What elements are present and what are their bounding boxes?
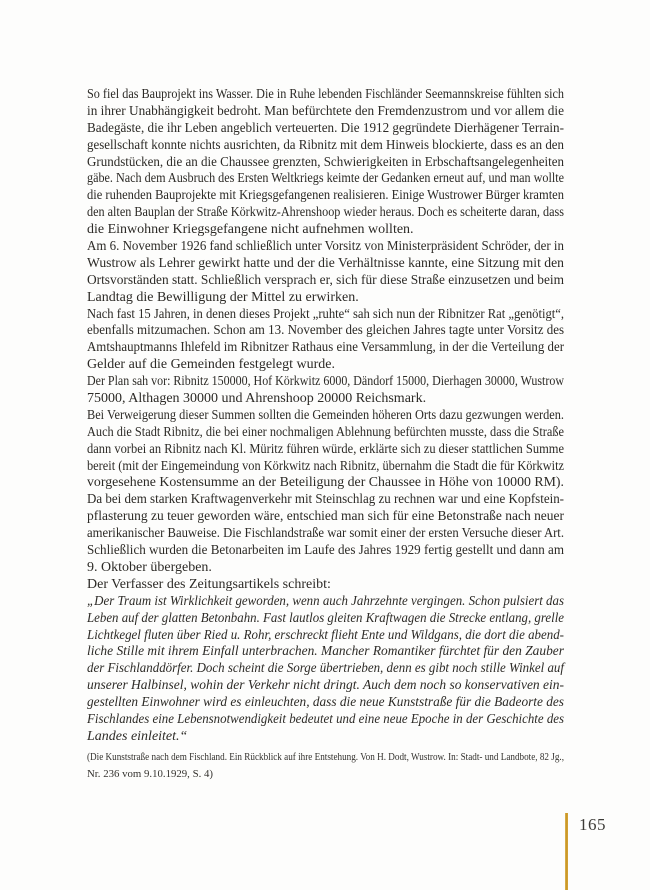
text-line: Lichtkegel fluten über Ried u. Rohr, erschreckt flieht Ente und Wildgans, die dort die abend- [87, 627, 564, 643]
text-line: Da bei dem starken Kraftwagenverkehr mit Steinschlag zu rechnen war und eine Kopfstein- [87, 492, 564, 508]
citation-paragraph [87, 749, 564, 784]
body-paragraph [87, 239, 564, 307]
text-line: Landes einleitet.“ [87, 728, 188, 744]
text-line: in ihrer Unabhängigkeit bedroht. Man befürchtete den Fremdenzustrom und vor allem die [87, 103, 564, 119]
text-line: Ortsvorständen statt. Schließlich versprach er, sich für diese Straße einzusetzen und beim [87, 272, 564, 288]
text-line: Der Plan sah vor: Ribnitz 150000, Hof Körkwitz 6000, Dändorf 15000, Dierhagen 30000, Wustrow [87, 374, 564, 390]
body-paragraph [87, 492, 564, 576]
text-line: Gelder auf die Gemeinden festgelegt wurde. [87, 357, 336, 373]
text-line: Der Verfasser des Zeitungsartikels schreibt: [87, 576, 331, 592]
text-line: 9. Oktober übergeben. [87, 559, 212, 575]
text-line: ebenfalls mitzumachen. Schon am 13. November des gleichen Jahres tagte unter Vorsitz des [87, 323, 564, 339]
body-paragraph [87, 577, 564, 594]
text-line: 75000, Althagen 30000 und Ahrenshoop 20000 Reichsmark. [87, 391, 427, 407]
text-line: die ruhenden Bauprojekte mit Kriegsgefangenen realisieren. Einige Wustrower Bürger kramten [87, 188, 564, 204]
text-line: unserer Halbinsel, wohin der Verkehr nicht dringt. Auch dem noch so konservativen ein- [87, 678, 564, 694]
page-number: 165 [579, 815, 606, 834]
text-line: „Der Traum ist Wirklichkeit geworden, wenn auch Jahrzehnte vergingen. Schon pulsiert das [87, 593, 564, 609]
text-line: vorgesehene Kostensumme an der Beteiligung der Chaussee in Höhe von 10000 RM). [87, 475, 564, 491]
text-line: Badegäste, die ihr Leben angeblich verteuerten. Die 1912 gegründete Dierhägener Terrain- [87, 120, 564, 136]
body-paragraph [87, 87, 564, 239]
text-line: Nr. 236 vom 9.10.1929, S. 4) [87, 768, 213, 781]
text-line: So fiel das Bauprojekt ins Wasser. Die in Ruhe lebenden Fischländer Seemannskreise fühlten sich [87, 87, 564, 102]
text-line: der Fischlanddörfer. Doch scheint die Sorge übertrieben, denn es gibt noch stille Winkel auf [87, 661, 564, 677]
text-line: Schließlich wurden die Betonarbeiten im Laufe des Jahres 1929 fertig gestellt und dann am [87, 543, 564, 559]
text-line: dann vorbei an Ribnitz nach Kl. Müritz führen würde, erklärte sich zu dieser stattlichen Summe [87, 441, 564, 457]
text-line: Bei Verweigerung dieser Summen sollten die Gemeinden höheren Orts dazu gezwungen werden. [87, 407, 564, 423]
text-line: Auch die Stadt Ribnitz, die bei einer nochmaligen Ablehnung befürchten musste, dass die Straße [87, 424, 564, 440]
body-paragraph [87, 408, 564, 492]
text-line: Fischlandes eine Lebensnotwendigkeit bedeutet und eine neue Epoche in der Geschichte des [87, 711, 564, 727]
body-paragraph [87, 374, 564, 408]
body-paragraph [87, 307, 564, 375]
text-line: Landtag die Bewilligung der Mittel zu erwirken. [87, 289, 359, 305]
text-line: die Einwohner Kriegsgefangene nicht aufnehmen wollten. [87, 222, 414, 238]
text-line: gesellschaft konnte nichts ausrichten, da Ribnitz mit dem Hinweis blockierte, dass es an den [87, 137, 564, 153]
text-line: Am 6. November 1926 fand schließlich unter Vorsitz von Ministerpräsident Schröder, der in [87, 239, 564, 255]
text-line: Wustrow als Lehrer gewirkt hatte und der die Verhältnisse kannte, eine Sitzung mit den [87, 255, 564, 271]
text-line: amerikanischer Bauweise. Die Fischlandstraße war somit einer der ersten Versuche dieser Art. [87, 526, 564, 542]
text-line: Amtshauptmanns Ihlefeld im Ribnitzer Rathaus eine Versammlung, in der die Verteilung der [87, 340, 564, 356]
text-line: gestellten Einwohner wird es einleuchten, dass die neue Kunststraße für die Badeorte des [87, 695, 564, 711]
page-text-block [87, 87, 564, 784]
text-line: pflasterung zu teuer geworden wäre, entschied man sich für eine Betonstraße nach neuer [87, 509, 564, 525]
text-line: (Die Kunststraße nach dem Fischland. Ein Rückblick auf ihre Entstehung. Von H. Dodt, Wustrow. In: Stadt- und Landbote, 82 Jg., [87, 750, 564, 763]
footer-rule [565, 813, 568, 890]
text-line: bereit (mit der Eingemeindung von Körkwitz nach Ribnitz, übernahm die Stadt die für Körkwitz [87, 458, 564, 474]
text-line: gäbe. Nach dem Ausbruch des Ersten Weltkriegs keimte der Gedanken erneut auf, und man wollte [87, 171, 564, 187]
quote-paragraph [87, 594, 564, 746]
text-line: Nach fast 15 Jahren, in denen dieses Projekt „ruhte“ sah sich nun der Ribnitzer Rat „genötigt“, [87, 306, 564, 322]
text-line: Grundstücken, die an die Chaussee grenzten, Schwierigkeiten in Erbschaftsangelegenheiten [87, 154, 564, 170]
text-line: den alten Bauplan der Straße Körkwitz-Ahrenshoop wieder heraus. Doch es scheiterte daran, dass [87, 205, 564, 221]
text-line: Leben auf der glatten Betonbahn. Fast lautlos gleiten Kraftwagen die Strecke entlang, grelle [87, 610, 564, 626]
text-line: liche Stille mit ihrem Einfall unterbrachen. Mancher Romantiker fürchtet für den Zauber [87, 644, 564, 660]
